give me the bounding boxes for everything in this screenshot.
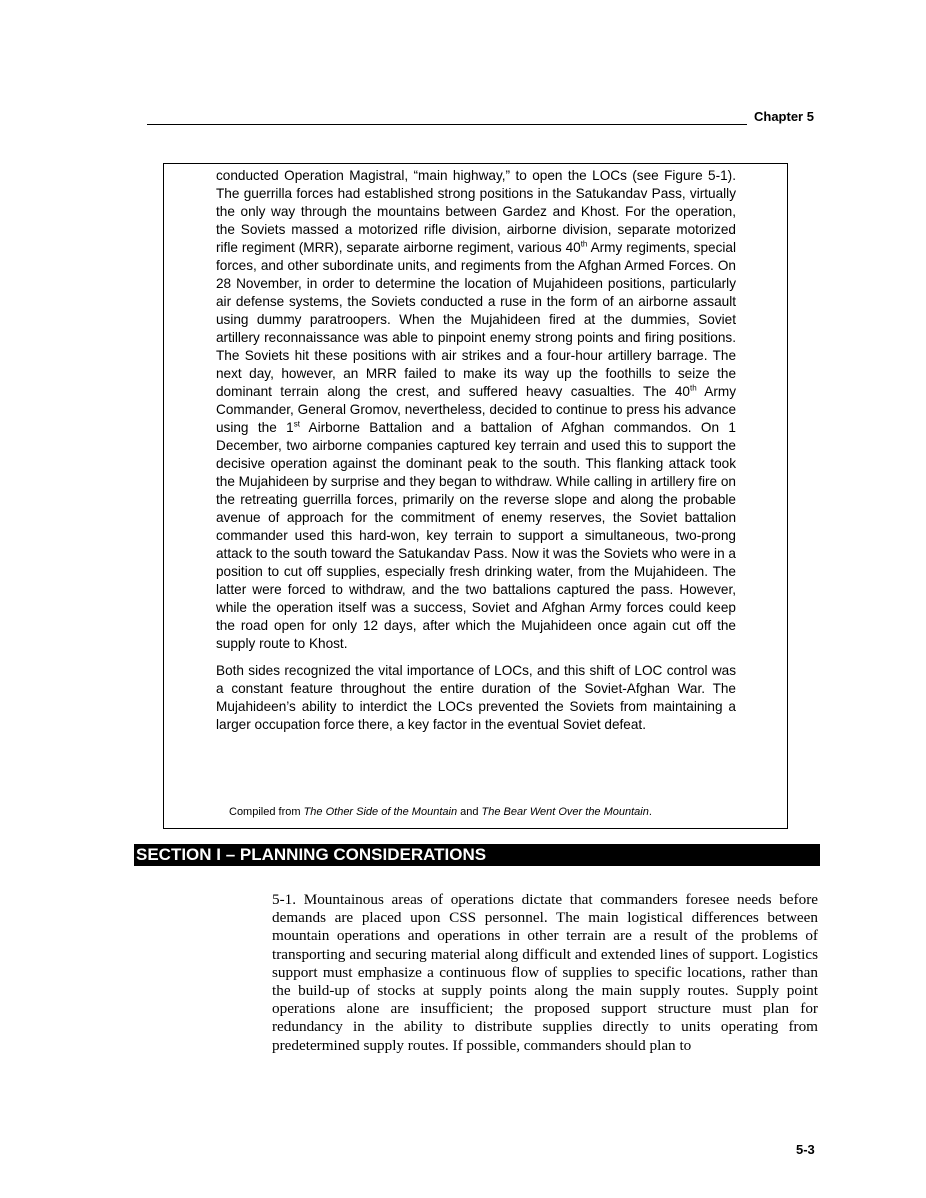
- sidebar-paragraph-2: Both sides recognized the vital importance of LOCs, and this shift of LOC control was a constant feature throughout the entire duration of the Soviet-Afghan War. The Mujahideen’s ability to interdict the LOCs prevented the Soviets from maintaining a larger occupation force there, a key factor in the eventual Soviet defeat.: [216, 663, 736, 732]
- sidebar-paragraph-1: conducted Operation Magistral, “main highway,” to open the LOCs (see Figure 5-1). The guerrilla forces had established strong positions in the Satukandav Pass, virtually the only way through the mountains between Gardez and Khost. For the operation, the Soviets massed a motorized rifle division, airborne division, separate motorized rifle regiment (MRR), separate airborne regiment, various 40th Army regiments, special forces, and other subordinate units, and regiments from the Afghan Armed Forces. On 28 November, in order to determine the location of Mujahideen positions, particularly air defense systems, the Soviets conducted a ruse in the form of an airborne assault using dummy paratroopers. When the Mujahideen fired at the dummies, Soviet artillery reconnaissance was able to pinpoint enemy strong points and firing positions. The Soviets hit these positions with air strikes and a four-hour artillery barrage. The next day, however, an MRR failed to make its way up the foothills to seize the dominant terrain along the crest, and suffered heavy casualties. The 40th Army Commander, General Gromov, nevertheless, decided to continue to press his advance using the 1st Airborne Battalion and a battalion of Afghan commandos. On 1 December, two airborne companies captured key terrain and used this to support the decisive operation against the dominant peak to the south. This flanking attack took the Mujahideen by surprise and they began to withdraw. While calling in artillery fire on the retreating guerrilla forces, primarily on the reverse slope and along the probable avenue of approach for the commitment of enemy reserves, the Soviet battalion commander used this hard-won, key terrain to support a simultaneous, two-prong attack to the south toward the Satukandav Pass. Now it was the Soviets who were in a position to cut off supplies, especially fresh drinking water, from the Mujahideen. The latter were forced to withdraw, and the two battalions captured the pass. However, while the operation itself was a success, Soviet and Afghan Army forces could keep the road open for only 12 days, after which the Mujahideen once again cut off the supply route to Khost.: [216, 168, 736, 651]
- header-rule: [147, 124, 747, 125]
- historical-sidebar-box: [163, 163, 788, 829]
- sidebar-text: [216, 167, 736, 743]
- chapter-label: Chapter 5: [754, 109, 814, 124]
- page-number: 5-3: [796, 1142, 815, 1157]
- body-paragraph-5-1: 5-1. Mountainous areas of operations dictate that commanders foresee needs before demands are placed upon CSS personnel. The main logistical differences between mountain operations and operations in other terrain are a result of the problems of transporting and securing material along difficult and extended lines of support. Logistics support must emphasize a continuous flow of supplies to specific locations, rather than the build-up of stocks at supply points along the main supply routes. Supply point operations alone are insufficient; the proposed support structure must plan for redundancy in the ability to distribute supplies directly to units operating from predetermined supply routes. If possible, commanders should plan to: [272, 891, 818, 1054]
- sidebar-caption: Compiled from The Other Side of the Mountain and The Bear Went Over the Mountain.: [229, 806, 652, 818]
- section-heading: SECTION I – PLANNING CONSIDERATIONS: [134, 844, 820, 866]
